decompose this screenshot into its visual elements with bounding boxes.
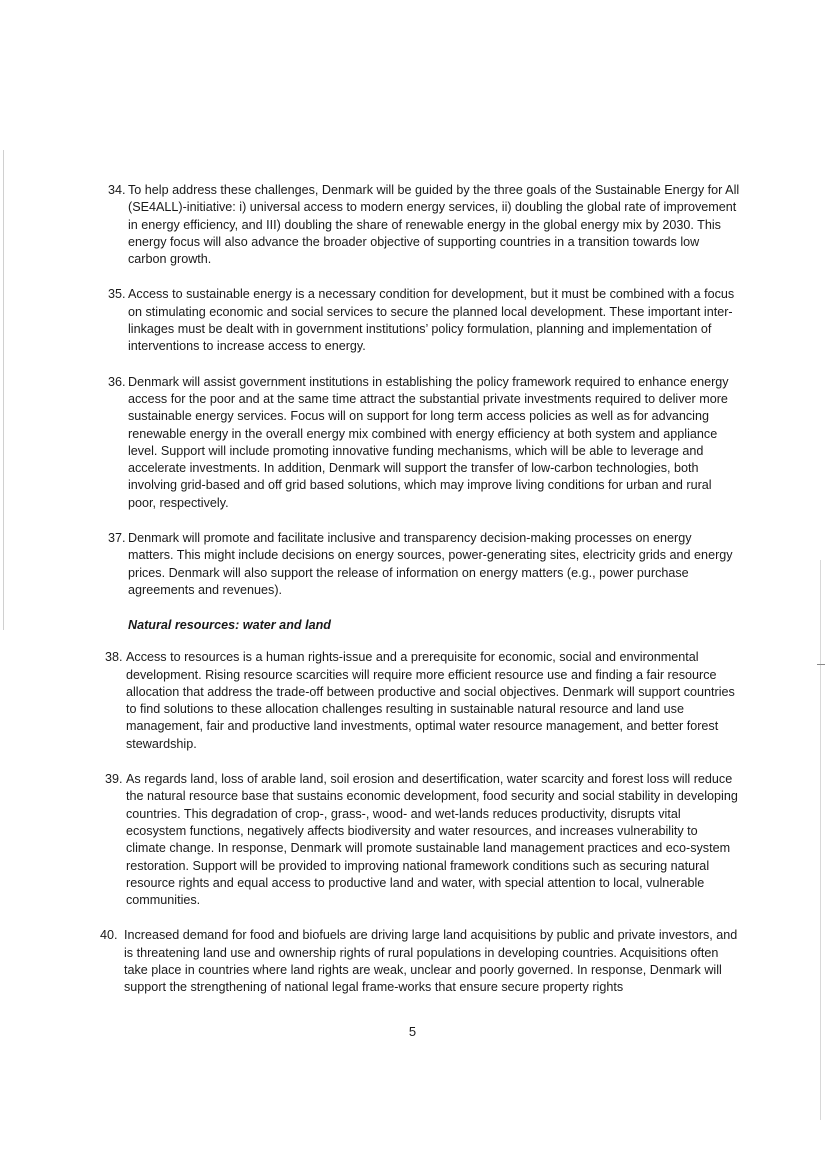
document-body <box>100 182 740 1015</box>
paragraph-38 <box>100 649 740 753</box>
paragraph-text: Access to sustainable energy is a necessary condition for development, but it must be combined with a focus on stimulating economic and social services to secure the planned local development. These important inter-linkages must be dealt with in government institutions’ policy formulation, planning and implementation of interventions to increase access to energy. <box>128 287 735 354</box>
paragraph-text: To help address these challenges, Denmark will be guided by the three goals of the Sustainable Energy for All (SE4ALL)-initiative: i) universal access to modern energy services, ii) doubling the global rate of improvement in energy efficiency, and III) doubling the share of renewable energy in the global energy mix by 2030. This energy focus will also advance the broader objective of supporting countries in a transition towards low carbon growth. <box>128 183 740 267</box>
paragraph-34 <box>100 182 740 268</box>
paragraph-number: 40. <box>100 928 118 943</box>
paragraph-text: Access to resources is a human rights-issue and a prerequisite for economic, social and environmental development. Rising resource scarcities will require more efficient resource use and finding a fair resource allocation that address the trade-off between productive and social objectives. Denmark will support countries to find solutions to these allocation challenges resulting in sustainable natural resource and land use management, fair and productive land investments, optimal water resource management, and better forest stewardship. <box>126 650 735 751</box>
paragraph-text: Increased demand for food and biofuels are driving large land acquisitions by public and private investors, and is threatening land use and ownership rights of rural populations in developing countries. Acquisitions often take place in countries where land rights are weak, unclear and poorly governed. In response, Denmark will support the strengthening of national legal frame-works that ensure secure property rights <box>124 928 738 995</box>
paragraph-number: 38. <box>105 650 123 665</box>
scan-edge-tick <box>817 664 825 665</box>
paragraph-number: 37. <box>108 531 126 546</box>
paragraph-text: As regards land, loss of arable land, soil erosion and desertification, water scarcity and forest loss will reduce the natural resource base that sustains economic development, food security and social stability in developing countries. This degradation of crop-, grass-, wood- and wet-lands reduces productivity, disrupts vital ecosystem functions, negatively affects biodiversity and water resources, and increases vulnerability to climate change. In response, Denmark will promote sustainable land management practices and eco-system restoration. Support will be provided to improving national framework conditions such as securing natural resource rights and equal access to productive land and water, with special attention to local, vulnerable communities. <box>126 772 738 908</box>
paragraph-text: Denmark will promote and facilitate inclusive and transparency decision-making processes on energy matters. This might include decisions on energy sources, power-generating sites, electricity grids and energy prices. Denmark will also support the release of information on energy matters (e.g., power purchase agreements and revenues). <box>128 531 733 597</box>
page-number: 5 <box>408 1024 417 1039</box>
paragraph-number: 36. <box>108 374 126 389</box>
paragraph-39 <box>100 771 740 909</box>
paragraph-37 <box>100 530 740 599</box>
paragraph-36 <box>100 374 740 512</box>
section-heading: Natural resources: water and land <box>128 618 331 633</box>
paragraph-40 <box>100 927 740 996</box>
scan-edge-left <box>3 150 4 630</box>
paragraph-number: 34. <box>108 183 126 197</box>
paragraph-text: Denmark will assist government institutions in establishing the policy framework required to enhance energy access for the poor and at the same time attract the substantial private investments required to deliver more sustainable energy services. Focus will on support for long term access policies as well as for advancing renewable energy in the overall energy mix combined with energy efficiency at both system and appliance level. Support will include promoting innovative funding mechanisms, which will be able to leverage and accelerate investments. In addition, Denmark will support the transfer of low-carbon technologies, both involving grid-based and off grid based solutions, which may improve living conditions for urban and rural poor, respectively. <box>128 374 729 510</box>
paragraph-number: 39. <box>105 772 123 787</box>
paragraph-35 <box>100 286 740 355</box>
paragraph-number: 35. <box>108 287 126 302</box>
